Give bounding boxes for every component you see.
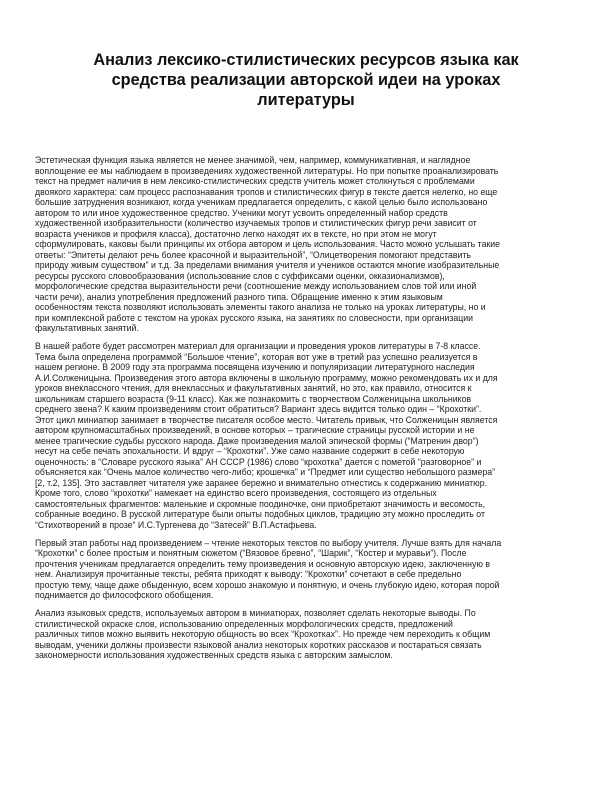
paragraph-line: воплощение ее мы наблюдаем в произведениях художественной литературы. Но при попытке проанализировать bbox=[35, 165, 499, 176]
paragraph-line: прочтения ученикам предлагается определить тему произведения и основную авторскую идею, заключенную в bbox=[35, 558, 490, 569]
paragraph-line: оценочность: в “Словаре русского языка” АН СССР (1986) слово “крохотка” дается с пометой “разговорное” и bbox=[35, 456, 482, 467]
paragraph-language-analysis bbox=[35, 608, 583, 661]
paragraph-line: поднимается до философского обобщения. bbox=[35, 590, 214, 600]
paragraph-line: Анализ языковых средств, используемых автором в миниатюрах, позволяет сделать некоторые выводы. По bbox=[35, 608, 476, 618]
paragraph-aesthetic-function bbox=[35, 155, 583, 334]
paragraph-line: уроков внеклассного чтения, для внеклассных и факультативных занятий, но это, как правило, относится к bbox=[35, 383, 472, 393]
paragraph-line: Этот цикл миниатюр занимает в творчестве писателя особое место. Читатель привык, что Солженицын является bbox=[35, 414, 498, 425]
paragraph-line: природу живым существом” и т.д. За пределами внимания учителя и учеников остаются многие изобразительные bbox=[35, 260, 500, 270]
paragraph-line: художественной изобразительности (количество изучаемых тропов и стилистических фигур речи зависит от bbox=[35, 218, 477, 228]
paragraph-line: части речи), анализ употребления предложений разного типа. Обращение именно к этим языковым bbox=[35, 291, 443, 302]
paragraph-line: возраста учеников и профиля класса), достаточно легко находят их в тексте, но при этом не могут bbox=[35, 228, 437, 239]
paragraph-line: факультативных занятий. bbox=[35, 323, 139, 333]
title-line: Анализ лексико-стилистических ресурсов языка как bbox=[93, 51, 519, 69]
paragraph-program-materials bbox=[35, 341, 583, 530]
paragraph-line: текст на предмет наличия в нем лексико-стилистических средств учитель может столкнуться с проблемами bbox=[35, 176, 475, 186]
paragraph-line: выводам, ученики должны произвести языковой анализ некоторых коротких рассказов и постараться связать bbox=[35, 639, 482, 650]
paragraph-line: простую тему, чаще даже обыденную, всем хорошо знакомую и понятную, и очень глубокую идею, которая порой bbox=[35, 579, 500, 590]
paragraph-line: Кроме того, слово “крохотки” намекает на единство всего произведения, состоящего из отдельных bbox=[35, 488, 437, 498]
paragraph-line: большие затруднения возникают, когда ученикам предлагается определить, с какой целью было использовано bbox=[35, 197, 488, 207]
paragraph-line: ресурсы русского словообразования (использование слов с суффиксами оценки, окказионализмов), bbox=[35, 270, 445, 281]
paragraph-line: автором то или иное художественное средство. Ученики могут усвоить определенный набор средств bbox=[35, 207, 448, 218]
title-line: литературы bbox=[257, 91, 355, 109]
paragraph-line: Тема была определена программой “Большое чтение”, которая вот уже в третий раз успешно реализуется в bbox=[35, 351, 478, 362]
paragraph-line: менее трагические судьбы русского народа. Даже произведения малой эпической формы (“Матренин двор”) bbox=[35, 435, 479, 446]
paragraph-line: Эстетическая функция языка является не менее значимой, чем, например, коммуникативная, и наглядное bbox=[35, 155, 471, 165]
paragraph-line: сформулировать, каковы были принципы их отбора автором и цель использования. Часто можно услышать такие bbox=[35, 239, 501, 249]
paragraph-line: самостоятельных фрагментов: маленькие и скромные поодиночке, они приобретают значимость и весомость, bbox=[35, 498, 486, 509]
paragraph-line: [2, т.2, 135]. Это заставляет читателя уже заранее бережно и внимательно отнестись к содержанию миниатюр. bbox=[35, 477, 488, 488]
paragraph-line: “Крохотки” с более простым и понятным сюжетом (“Вязовое бревно”, “Шарик”, “Костер и муравьи”). После bbox=[35, 548, 467, 558]
paragraph-line: А.И.Солженицына. Произведения этого автора включены в школьную программу, можно рекомендовать их и для bbox=[35, 372, 498, 383]
paragraph-line: объясняется как “Очень малое количество чего-либо; крошечка” и “Предмет или существо небольшого размера” bbox=[35, 467, 496, 477]
paragraph-line: двоякого характера: сам процесс распознавания тропов и стилистических фигур в тексте дается нелегко, но еще bbox=[35, 186, 498, 197]
paragraph-line: нем. Анализируя прочитанные тексты, ребята приходят к выводу: “Крохотки” сочетают в себе предельно bbox=[35, 569, 462, 579]
paragraph-line: школьникам старшего возраста (9-11 класс). Как же познакомить с творчеством Солженицына школьников bbox=[35, 393, 472, 404]
paragraph-line: нашем регионе. В 2009 году эта программа посвящена изучению и популяризации литературного наследия bbox=[35, 362, 475, 372]
paragraph-line: закономерности использования художественных средств языка с авторским замыслом. bbox=[35, 650, 393, 660]
paragraph-line: “Стихотворений в прозе” И.С.Тургенева до “Затесей” В.П.Астафьева. bbox=[35, 519, 317, 530]
paragraph-line: В нашей работе будет рассмотрен материал для организации и проведения уроков литературы в 7-8 классе. bbox=[35, 341, 481, 351]
paragraph-line: Первый этап работы над произведением – чтение некоторых текстов по выбору учителя. Лучше взять для начала bbox=[35, 537, 502, 548]
paragraph-line: несут на себе печать эпохальности. И вдруг – “Крохотки”. Уже само название содержит в себе некоторую bbox=[35, 446, 465, 456]
document-title bbox=[40, 50, 572, 110]
title-line: средства реализации авторской идеи на уроках bbox=[111, 71, 501, 89]
paragraph-line: собранные воедино. В русской литературе были опыты подобных циклов, традицию эту можно проследить от bbox=[35, 509, 485, 519]
paragraph-line: среднего звена? К каким произведениям стоит обратиться? Вариант здесь видится только один – “Крохотки”. bbox=[35, 404, 482, 414]
paragraph-line: особенностям текста позволяют использовать элементы такого анализа не только на уроках литературы, но и bbox=[35, 302, 486, 312]
paragraph-line: автором крупномасштабных произведений, в основе которых – трагические страницы русской истории и не bbox=[35, 425, 475, 435]
paragraph-line: различных типов можно выявить некоторую общность во всех “Крохотках”. Но прежде чем переходить к общим bbox=[35, 629, 491, 639]
paragraph-line: морфологические средства выразительности речи (соотношение между использованием слов той или иной bbox=[35, 281, 477, 291]
paragraph-line: ответы: “Эпитеты делают речь более красочной и выразительной”, “Олицетворения помогают представить bbox=[35, 249, 471, 260]
paragraph-line: при комплексной работе с текстом на уроках русского языка, на занятиях по словесности, при организации bbox=[35, 312, 474, 323]
paragraph-line: стилистической окраске слов, использованию определенных морфологических средств, предложений bbox=[35, 618, 453, 629]
document-body bbox=[35, 155, 583, 668]
paragraph-first-stage bbox=[35, 538, 583, 601]
